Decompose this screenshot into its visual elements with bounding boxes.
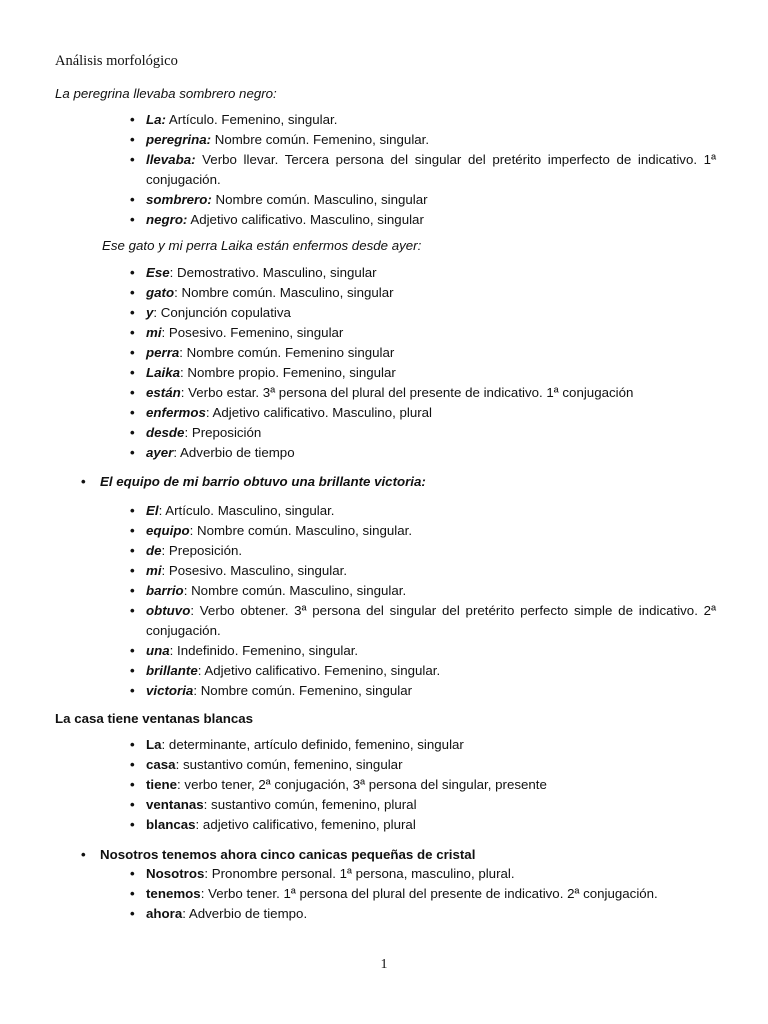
- bullet-icon: •: [130, 886, 135, 901]
- page-title: Análisis morfológico: [55, 53, 178, 69]
- bullet-icon: •: [130, 285, 135, 300]
- bullet-icon: •: [81, 847, 86, 862]
- sentence-2: Ese gato y mi perra Laika están enfermos desde ayer:: [102, 238, 422, 253]
- bullet-icon: •: [130, 265, 135, 280]
- bullet-icon: •: [130, 425, 135, 440]
- list-item: • ahora: Adverbio de tiempo.: [146, 904, 716, 924]
- analysis-list-2: [130, 263, 716, 463]
- bullet-icon: •: [130, 523, 135, 538]
- list-item: • Laika: Nombre propio. Femenino, singular: [146, 363, 716, 383]
- bullet-icon: •: [130, 583, 135, 598]
- analysis-list-1: [130, 110, 716, 230]
- list-item: • Ese: Demostrativo. Masculino, singular: [146, 263, 716, 283]
- list-item: • enfermos: Adjetivo calificativo. Masculino, plural: [146, 403, 716, 423]
- bullet-icon: •: [130, 663, 135, 678]
- bullet-icon: •: [130, 445, 135, 460]
- bullet-icon: •: [130, 325, 135, 340]
- bullet-icon: •: [130, 112, 135, 127]
- list-item: • victoria: Nombre común. Femenino, singular: [146, 681, 716, 701]
- bullet-icon: •: [130, 212, 135, 227]
- list-item: • negro: Adjetivo calificativo. Masculino, singular: [146, 210, 716, 230]
- bullet-icon: •: [130, 777, 135, 792]
- bullet-icon: •: [130, 906, 135, 921]
- list-item: • están: Verbo estar. 3ª persona del plural del presente de indicativo. 1ª conjugación: [146, 383, 716, 403]
- bullet-icon: •: [130, 643, 135, 658]
- sentence-5: • Nosotros tenemos ahora cinco canicas pequeñas de cristal: [100, 845, 475, 865]
- list-item: • Nosotros: Pronombre personal. 1ª persona, masculino, plural.: [146, 864, 716, 884]
- bullet-icon: •: [130, 866, 135, 881]
- list-item: • llevaba: Verbo llevar. Tercera persona del singular del pretérito imperfecto de indicativo. 1ª conjugación.: [130, 152, 716, 187]
- bullet-icon: •: [130, 563, 135, 578]
- bullet-icon: •: [130, 305, 135, 320]
- analysis-list-5: [130, 864, 716, 924]
- list-item: • ayer: Adverbio de tiempo: [146, 443, 716, 463]
- bullet-icon: •: [130, 797, 135, 812]
- bullet-icon: •: [130, 132, 135, 147]
- list-item: • La: Artículo. Femenino, singular.: [146, 110, 716, 130]
- analysis-list-4: [130, 735, 716, 835]
- bullet-icon: •: [130, 603, 135, 618]
- bullet-icon: •: [130, 683, 135, 698]
- bullet-icon: •: [130, 385, 135, 400]
- bullet-icon: •: [130, 503, 135, 518]
- bullet-icon: •: [130, 345, 135, 360]
- bullet-icon: •: [130, 192, 135, 207]
- list-item: • blancas: adjetivo calificativo, femenino, plural: [146, 815, 716, 835]
- bullet-icon: •: [81, 474, 86, 489]
- list-item: • perra: Nombre común. Femenino singular: [146, 343, 716, 363]
- list-item: • barrio: Nombre común. Masculino, singular.: [146, 581, 716, 601]
- list-item: • sombrero: Nombre común. Masculino, singular: [146, 190, 716, 210]
- list-item: • tenemos: Verbo tener. 1ª persona del plural del presente de indicativo. 2ª conjugación.: [146, 884, 716, 904]
- bullet-icon: •: [130, 152, 135, 167]
- list-item: • El: Artículo. Masculino, singular.: [146, 501, 716, 521]
- list-item: • mi: Posesivo. Masculino, singular.: [146, 561, 716, 581]
- bullet-icon: •: [130, 757, 135, 772]
- list-item: • La: determinante, artículo definido, femenino, singular: [146, 735, 716, 755]
- list-item: • gato: Nombre común. Masculino, singular: [146, 283, 716, 303]
- list-item: • equipo: Nombre común. Masculino, singular.: [146, 521, 716, 541]
- list-item: • desde: Preposición: [146, 423, 716, 443]
- list-item: • ventanas: sustantivo común, femenino, plural: [146, 795, 716, 815]
- bullet-icon: •: [130, 365, 135, 380]
- bullet-icon: •: [130, 737, 135, 752]
- list-item: • obtuvo: Verbo obtener. 3ª persona del singular del pretérito perfecto simple de indicativo. 2ª conjugación.: [130, 603, 716, 638]
- sentence-3: • El equipo de mi barrio obtuvo una brillante victoria:: [100, 472, 426, 492]
- list-item: • casa: sustantivo común, femenino, singular: [146, 755, 716, 775]
- bullet-icon: •: [130, 817, 135, 832]
- bullet-icon: •: [130, 405, 135, 420]
- sentence-1: La peregrina llevaba sombrero negro:: [55, 86, 277, 101]
- list-item: • brillante: Adjetivo calificativo. Femenino, singular.: [146, 661, 716, 681]
- bullet-icon: •: [130, 543, 135, 558]
- sentence-4: La casa tiene ventanas blancas: [55, 711, 254, 726]
- list-item: • mi: Posesivo. Femenino, singular: [146, 323, 716, 343]
- list-item: • y: Conjunción copulativa: [146, 303, 716, 323]
- page-number: 1: [380, 957, 388, 972]
- list-item: • de: Preposición.: [146, 541, 716, 561]
- list-item: • una: Indefinido. Femenino, singular.: [146, 641, 716, 661]
- list-item: • peregrina: Nombre común. Femenino, singular.: [146, 130, 716, 150]
- list-item: • tiene: verbo tener, 2ª conjugación, 3ª persona del singular, presente: [146, 775, 716, 795]
- analysis-list-3: [130, 501, 716, 701]
